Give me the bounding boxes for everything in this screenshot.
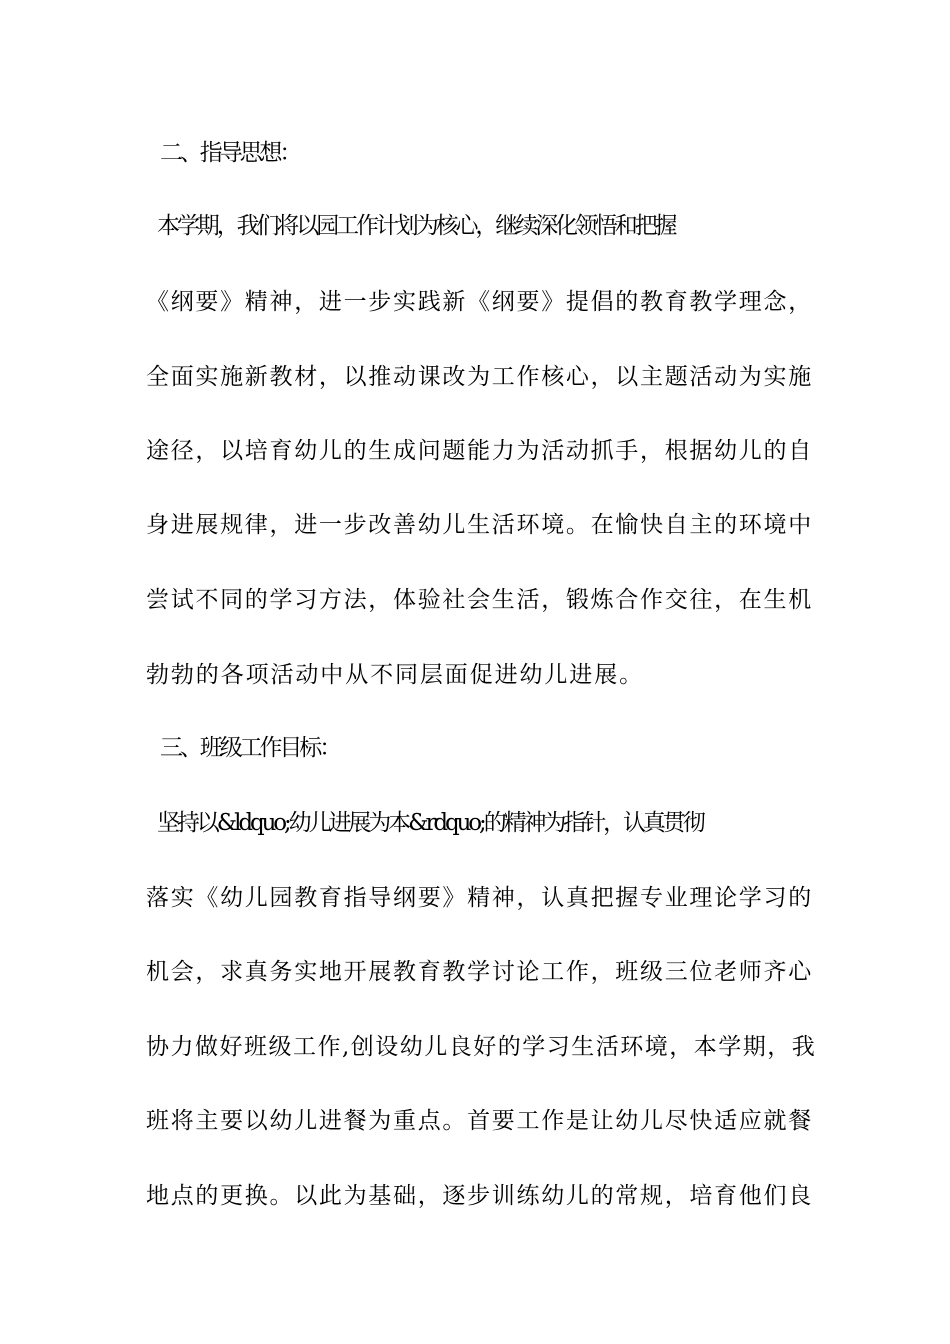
paragraph-line: 途径，以培育幼儿的生成问题能力为活动抓手，根据幼儿的自 <box>146 438 813 464</box>
section-heading-class-goals: 三、班级工作目标： <box>160 735 340 761</box>
paragraph-line: 全面实施新教材，以推动课改为工作核心，以主题活动为实施 <box>146 364 813 390</box>
section-heading-guiding-thought: 二、指导思想： <box>160 140 300 166</box>
paragraph-line: 勃勃的各项活动中从不同层面促进幼儿进展。 <box>146 662 644 688</box>
paragraph-line: 坚持以&ldquo;幼儿进展为本&rdquo;的精神为指针，认真贯彻 <box>157 810 703 836</box>
paragraph-line: 《纲要》精神，进一步实践新《纲要》提倡的教育教学理念， <box>146 289 813 315</box>
paragraph-line: 落实《幼儿园教育指导纲要》精神，认真把握专业理论学习的 <box>146 885 813 911</box>
paragraph-line: 协力做好班级工作,创设幼儿良好的学习生活环境，本学期，我 <box>146 1034 817 1060</box>
paragraph-line: 本学期，我们将以园工作计划为核心，继续深化领悟和把握 <box>157 213 675 239</box>
paragraph-line: 身进展规律，进一步改善幼儿生活环境。在愉快自主的环境中 <box>146 512 813 538</box>
paragraph-line: 地点的更换。以此为基础，逐步训练幼儿的常规，培育他们良 <box>146 1183 813 1209</box>
paragraph-line: 机会，求真务实地开展教育教学讨论工作，班级三位老师齐心 <box>146 959 813 985</box>
paragraph-line: 尝试不同的学习方法，体验社会生活，锻炼合作交往，在生机 <box>146 587 813 613</box>
paragraph-line: 班将主要以幼儿进餐为重点。首要工作是让幼儿尽快适应就餐 <box>146 1108 813 1134</box>
